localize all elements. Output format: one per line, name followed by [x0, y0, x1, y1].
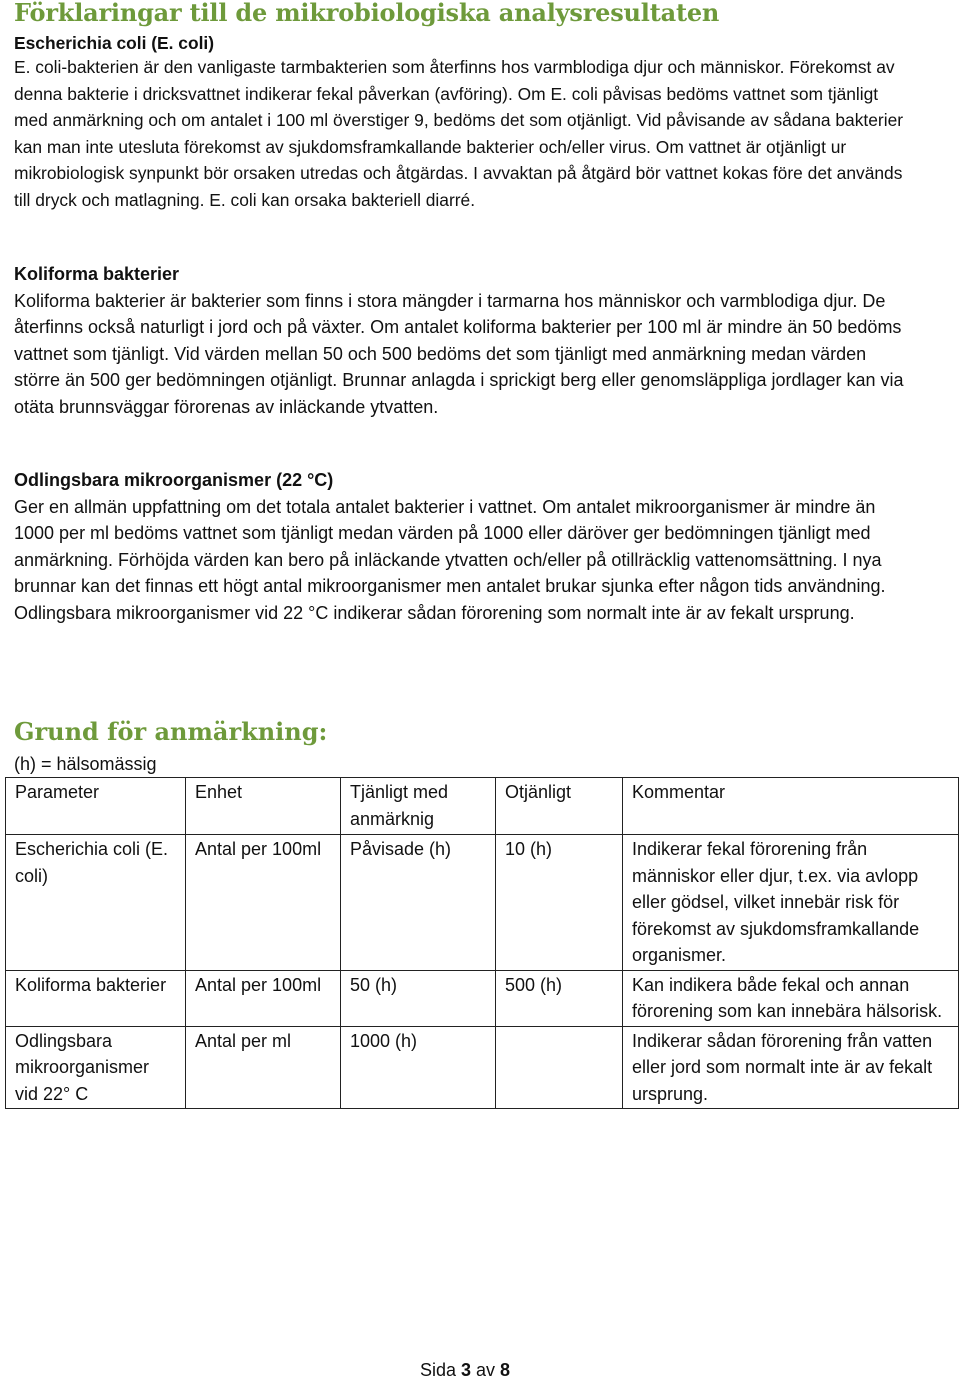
column-header-parameter: Parameter — [6, 778, 186, 835]
cell-enhet: Antal per 100ml — [186, 835, 341, 971]
cell-otjanligt — [496, 1026, 623, 1109]
current-page-number: 3 — [460, 1360, 471, 1380]
cell-tjanligt-med-anmarkning: 50 (h) — [341, 970, 496, 1026]
grund-heading: Grund för anmärkning: — [14, 717, 328, 746]
table-header-row — [6, 778, 959, 835]
table-row — [6, 1026, 959, 1109]
cell-enhet: Antal per ml — [186, 1026, 341, 1109]
total-page-count: 8 — [500, 1360, 511, 1380]
page-of-label: av — [476, 1360, 496, 1380]
column-header-tjanligt-med-anmarkning: Tjänligt med anmärknig — [341, 778, 496, 835]
section-ecoli — [14, 32, 914, 213]
section-koliforma — [14, 261, 914, 420]
cell-parameter: Escherichia coli (E. coli) — [6, 835, 186, 971]
section-text: E. coli-bakterien är den vanligaste tarmbakterien som återfinns hos varmblodiga djur och människor. Förekomst av denna bakterie i dricksvattnet indikerar fekal påverkan (avföring). Om E. coli påvisas bedöms vattnet som tjänligt med anmärkning och om antalet i 100 ml överstiger 9, bedöms det som otjänligt. Vid påvisande av sådana bakterier kan man inte utesluta förekomst av sjukdomsframkallande bakterier och/eller virus. Om vattnet är otjänligt ur mikrobiologisk synpunkt bör orsaken utredas och åtgärdas. I avvaktan på åtgärd bör vattnet kokas före det används till dryck och matlagning. E. coli kan orsaka bakteriell diarré. — [14, 57, 904, 210]
column-header-enhet: Enhet — [186, 778, 341, 835]
cell-parameter: Koliforma bakterier — [6, 970, 186, 1026]
cell-parameter: Odlingsbara mikroorganismer vid 22° C — [6, 1026, 186, 1109]
section-text: Koliforma bakterier är bakterier som finns i stora mängder i tarmarna hos människor och varmblodiga djur. De återfinns också naturligt i jord och på växter. Om antalet koliforma bakterier per 100 ml är mindre än 50 bedöms vattnet som tjänligt. Vid värden mellan 50 och 500 bedöms det som tjänligt med anmärkning medan värden större än 500 ger bedömningen otjänligt. Brunnar anlagda i sprickigt berg eller genomsläppliga jordlager kan via otäta brunnsväggar förorenas av inläckande ytvatten. — [14, 290, 904, 417]
section-heading: Escherichia coli (E. coli) — [14, 33, 215, 53]
cell-enhet: Antal per 100ml — [186, 970, 341, 1026]
remarks-table — [5, 777, 959, 1109]
table-row — [6, 835, 959, 971]
cell-otjanligt: 500 (h) — [496, 970, 623, 1026]
column-header-otjanligt: Otjänligt — [496, 778, 623, 835]
cell-otjanligt: 10 (h) — [496, 835, 623, 971]
page-label: Sida — [419, 1360, 456, 1380]
cell-tjanligt-med-anmarkning: Påvisade (h) — [341, 835, 496, 971]
health-legend-note: (h) = hälsomässig — [14, 754, 157, 774]
column-header-kommentar: Kommentar — [623, 778, 959, 835]
section-odlingsbara — [14, 467, 914, 626]
section-heading: Odlingsbara mikroorganismer (22 °C) — [14, 470, 334, 490]
table-row — [6, 970, 959, 1026]
section-heading: Koliforma bakterier — [14, 264, 180, 284]
cell-tjanligt-med-anmarkning: 1000 (h) — [341, 1026, 496, 1109]
document-title: Förklaringar till de mikrobiologiska analysresultaten — [14, 0, 720, 27]
page-footer — [0, 1357, 930, 1383]
section-text: Ger en allmän uppfattning om det totala antalet bakterier i vattnet. Om antalet mikroorganismer är mindre än 1000 per ml bedöms vattnet som tjänligt medan värden på 1000 eller däröver ger bedömningen tjänligt med anmärkning. Förhöjda värden kan bero på inläckande ytvatten och/eller på otillräcklig vattenomsättning. I nya brunnar kan det finnas ett högt antal mikroorganismer men antalet brukar sjunka efter någon tids användning. Odlingsbara mikroorganismer vid 22 °C indikerar sådan förorening som normalt inte är av fekalt ursprung. — [14, 496, 886, 623]
cell-kommentar: Indikerar sådan förorening från vatten eller jord som normalt inte är av fekalt ursprung. — [623, 1026, 959, 1109]
cell-kommentar: Kan indikera både fekal och annan förorening som kan innebära hälsorisk. — [623, 970, 959, 1026]
cell-kommentar: Indikerar fekal förorening från människor eller djur, t.ex. via avlopp eller gödsel, vilket innebär risk för förekomst av sjukdomsframkallande organismer. — [623, 835, 959, 971]
